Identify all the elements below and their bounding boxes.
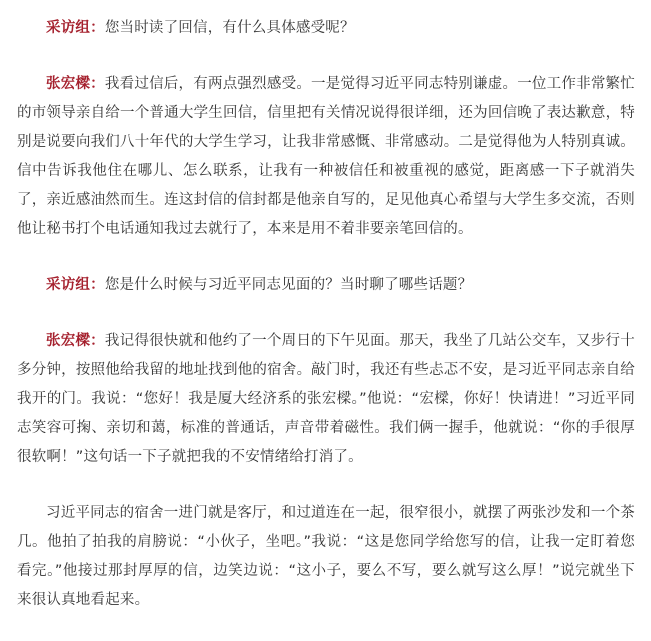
narrative-paragraph [17, 499, 635, 615]
paragraph-text: 我看过信后，有两点强烈感受。一是觉得习近平同志特别谦虚。一位工作非常繁忙的市领导亲自给一个普通大学生回信，信里把有关情况说得很详细，还为回信晚了表达歉意，特别是说要向我们八十年代的大学生学习，让我非常感慨、非常感动。二是觉得他为人特别真诚。信中告诉我他住在哪儿、怎么联系，让我有一种被信任和被重视的感觉，距离感一下子就消失了，亲近感油然而生。连这封信的信封都是他亲自写的，足见他真心希望与大学生多交流，否则他让秘书打个电话通知我过去就行了，本来是用不着非要亲笔回信的。 [17, 76, 635, 237]
paragraph-text: 我记得很快就和他约了一个周日的下午见面。那天，我坐了几站公交车，又步行十多分钟，按照他给我留的地址找到他的宿舍。敲门时，我还有些忐忑不安，是习近平同志亲自给我开的门。我说：“您好！我是厦大经济系的张宏樑。”他说：“宏樑，你好！快请进！”习近平同志笑容可掬、亲切和蔼，标准的普通话，声音带着磁性。我们俩一握手，他就说：“你的手很厚很软啊！”这句话一下子就把我的不安情绪给打消了。 [17, 333, 635, 465]
paragraph-text: 您当时读了回信，有什么具体感受呢？ [104, 20, 355, 36]
interview-question-2 [17, 271, 635, 300]
paragraph-text: 您是什么时候与习近平同志见面的？当时聊了哪些话题？ [104, 277, 473, 293]
speaker-label: 张宏樑： [46, 76, 105, 92]
interview-answer-1 [17, 70, 635, 244]
speaker-label: 采访组： [46, 20, 105, 36]
interview-question-1 [17, 14, 635, 43]
paragraph-text: 习近平同志的宿舍一进门就是客厅，和过道连在一起，很窄很小，就摆了两张沙发和一个茶几。他拍了拍我的肩膀说：“小伙子，坐吧。”我说：“这是您同学给您写的信，让我一定盯着您看完。”他接过那封厚厚的信，边笑边说：“这小子，要么不写，要么就写这么厚！”说完就坐下来很认真地看起来。 [17, 505, 635, 608]
speaker-label: 采访组： [46, 277, 105, 293]
interview-answer-2 [17, 327, 635, 472]
speaker-label: 张宏樑： [46, 333, 105, 349]
